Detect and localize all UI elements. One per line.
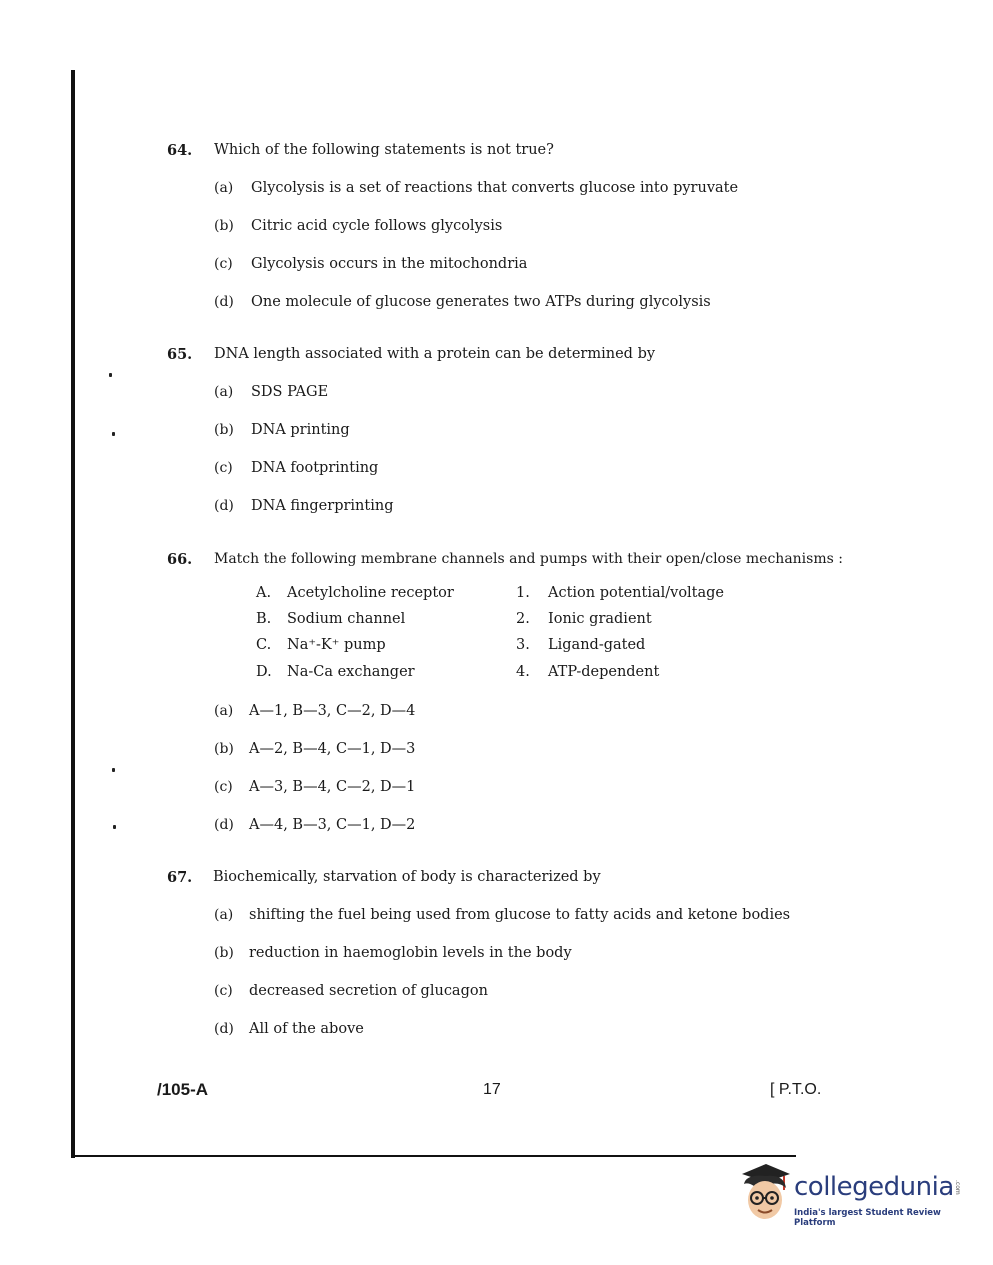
paper-code: /105-A (157, 1080, 209, 1099)
match-left-text: Na⁺-K⁺ pump (287, 637, 386, 653)
option-label: (b) (214, 741, 234, 757)
match-left-key: A. (256, 585, 272, 601)
option-text: SDS PAGE (251, 384, 329, 400)
option-text: A—1, B—3, C—2, D—4 (249, 703, 416, 719)
option-text: DNA fingerprinting (251, 498, 394, 514)
question-text: Which of the following statements is not true? (214, 142, 554, 158)
option-label: (c) (214, 779, 233, 795)
question-text: Biochemically, starvation of body is characterized by (213, 869, 601, 885)
option-text: A—2, B—4, C—1, D—3 (249, 741, 416, 757)
scan-speck (112, 432, 115, 436)
page-number: 17 (483, 1081, 501, 1098)
option-text: All of the above (249, 1021, 364, 1037)
option-label: (c) (214, 983, 233, 999)
logo-tagline: India's largest Student Review Platform (794, 1208, 941, 1228)
option-label: (d) (214, 498, 234, 514)
match-right-text: ATP-dependent (548, 664, 660, 680)
pto-label: [ P.T.O. (770, 1081, 822, 1098)
option-text: decreased secretion of glucagon (249, 983, 488, 999)
match-left-key: B. (256, 611, 272, 627)
bottom-rule (71, 1155, 796, 1157)
option-text: shifting the fuel being used from glucose to fatty acids and ketone bodies (249, 907, 791, 923)
match-right-text: Ionic gradient (548, 611, 652, 627)
option-text: Citric acid cycle follows glycolysis (251, 218, 503, 234)
scan-speck (112, 768, 115, 772)
question-text: DNA length associated with a protein can be determined by (214, 346, 656, 362)
student-mascot-icon (736, 1160, 792, 1226)
option-label: (d) (214, 817, 234, 833)
match-left-key: C. (256, 637, 272, 653)
option-text: Glycolysis occurs in the mitochondria (251, 256, 528, 272)
option-label: (b) (214, 218, 234, 234)
question-number: 67. (167, 869, 193, 886)
collegedunia-logo[interactable] (736, 1160, 966, 1230)
logo-wordmark: collegedunia (794, 1172, 954, 1202)
match-right-text: Action potential/voltage (548, 585, 725, 601)
option-label: (c) (214, 256, 233, 272)
match-left-text: Na-Ca exchanger (287, 664, 415, 680)
match-right-key: 2. (516, 611, 530, 627)
question-number: 65. (167, 346, 193, 363)
scan-speck (113, 825, 116, 829)
scan-speck (109, 373, 112, 377)
option-text: DNA footprinting (251, 460, 379, 476)
option-text: One molecule of glucose generates two ATPs during glycolysis (251, 294, 711, 310)
match-left-key: D. (256, 664, 272, 680)
left-binding-border (71, 70, 75, 1158)
match-right-key: 1. (516, 585, 530, 601)
logo-suffix: .com (954, 1180, 961, 1195)
option-text: A—4, B—3, C—1, D—2 (249, 817, 416, 833)
option-label: (b) (214, 945, 234, 961)
option-text: Glycolysis is a set of reactions that converts glucose into pyruvate (251, 180, 739, 196)
option-label: (a) (214, 180, 234, 196)
option-label: (a) (214, 384, 234, 400)
option-text: reduction in haemoglobin levels in the body (249, 945, 572, 961)
question-number: 64. (167, 142, 193, 159)
option-label: (a) (214, 703, 234, 719)
match-right-key: 3. (516, 637, 530, 653)
option-label: (b) (214, 422, 234, 438)
option-label: (d) (214, 294, 234, 310)
match-right-text: Ligand-gated (548, 637, 646, 653)
option-text: A—3, B—4, C—2, D—1 (249, 779, 416, 795)
question-number: 66. (167, 551, 193, 568)
match-right-key: 4. (516, 664, 530, 680)
option-label: (c) (214, 460, 233, 476)
question-text: Match the following membrane channels and pumps with their open/close mechanisms : (214, 551, 843, 567)
option-text: DNA printing (251, 422, 350, 438)
option-label: (d) (214, 1021, 234, 1037)
option-label: (a) (214, 907, 234, 923)
match-left-text: Sodium channel (287, 611, 406, 627)
match-left-text: Acetylcholine receptor (287, 585, 454, 601)
